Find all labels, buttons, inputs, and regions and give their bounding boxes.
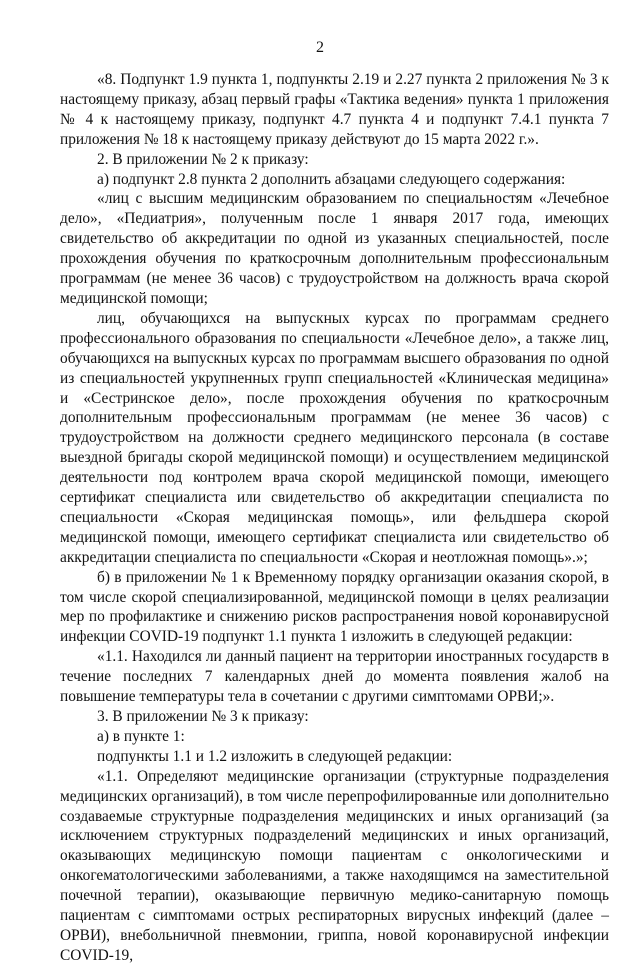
- paragraph-item-1-1-organizations: «1.1. Определяют медицинские организации (структурные подразделения медицинских организаций), в том числе перепрофилированные или дополнительно создаваемые структурные подразделения медицинских и иных организаций (за исключением структурных подразделений медицинских и иных организаций, оказывающих медицинскую помощи пациентам с онкологическими и онкогематологическими заболеваниями, а также находящимся на заместительной почечной терапии), оказывающие первичную медико-санитарную помощь пациентам с симптомами острых респираторных вирусных инфекций (далее – ОРВИ), внебольничной пневмонии, гриппа, новой коронавирусной инфекции COVID-19,: [60, 767, 609, 964]
- document-body: [60, 70, 609, 966]
- paragraph-subpoints-intro: подпункты 1.1 и 1.2 изложить в следующей редакции:: [97, 747, 453, 765]
- paragraph-subclause-2b: б) в приложении № 1 к Временному порядку организации оказания скорой, в том числе скорой специализированной, медицинской помощи в целях реализации мер по профилактике и снижению рисков распространения новой коронавирусной инфекции COVID-19 подпункт 1.1 пункта 1 изложить в следующей редакции:: [60, 568, 609, 646]
- paragraph-students: лиц, обучающихся на выпускных курсах по программам среднего профессионального образования по специальности «Лечебное дело», а также лиц, обучающихся на выпускных курсах по программам высшего образования по одной из специальностей укрупненных групп специальностей «Клиническая медицина» и «Сестринское дело», после прохождения обучения по краткосрочным дополнительным профессиональным программам (не менее 36 часов) с трудоустройством на должности среднего медицинского персонала (в составе выездной бригады скорой медицинской помощи) и осуществлением медицинской деятельности под контролем врача скорой медицинской помощи, имеющего сертификат специалиста или свидетельство об аккредитации специалиста по специальности «Скорая медицинская помощь», или фельдшера скорой медицинской помощи, имеющего сертификат специалиста или свидетельство об аккредитации специалиста по специальности «Скорая и неотложная помощь».»;: [60, 309, 609, 566]
- paragraph-section-2-heading: 2. В приложении № 2 к приказу:: [97, 150, 309, 168]
- paragraph-higher-education: «лиц с высшим медицинским образованием по специальностям «Лечебное дело», «Педиатрия», полученным после 1 января 2017 года, имеющих свидетельство об аккредитации по одной из указанных специальностей, после прохождения обучения по краткосрочным дополнительным профессиональным программам (не менее 36 часов) с трудоустройством на должность врача скорой медицинской помощи;: [60, 190, 609, 307]
- page-number: 2: [316, 39, 324, 56]
- paragraph-section-3-heading: 3. В приложении № 3 к приказу:: [97, 708, 309, 725]
- paragraph-subclause-2a: а) подпункт 2.8 пункта 2 дополнить абзацами следующего содержания:: [97, 170, 566, 188]
- paragraph-item-1-1-question: «1.1. Находился ли данный пациент на территории иностранных государств в течение последних 7 календарных дней до момента появления жалоб на повышение температуры тела в сочетании с другими симптомами ОРВИ;».: [60, 648, 609, 706]
- paragraph-clause-8: «8. Подпункт 1.9 пункта 1, подпункты 2.19 и 2.27 пункта 2 приложения № 3 к настоящему приказу, абзац первый графы «Тактика ведения» пункта 1 приложения № 4 к настоящему приказу, подпункт 4.7 пункта 4 и подпункт 7.4.1 пункта 7 приложения № 18 к настоящему приказу действуют до 15 марта 2022 г.».: [60, 71, 609, 148]
- paragraph-subclause-3a: а) в пункте 1:: [97, 727, 185, 745]
